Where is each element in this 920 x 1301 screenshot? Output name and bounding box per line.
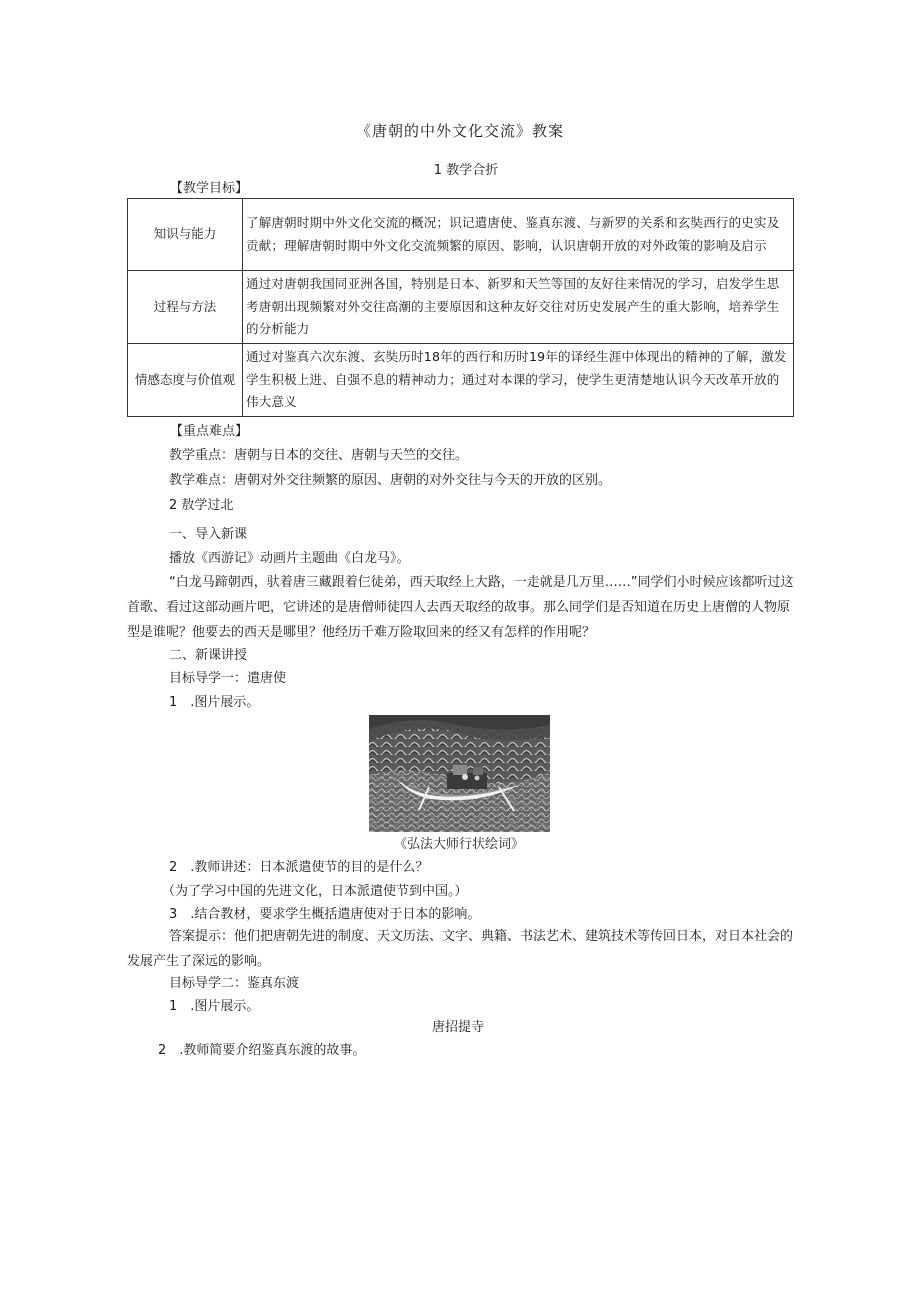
goal-1-item-1: 1 .图片展示。 xyxy=(169,695,260,710)
play-song: 播放《西游记》动画片主题曲《白龙马》。 xyxy=(169,551,410,566)
objectives-heading: 【教学目标】 xyxy=(170,181,249,196)
objective-label: 过程与方法 xyxy=(128,271,243,344)
table-row xyxy=(128,271,794,344)
part-2-heading: 二、新课讲授 xyxy=(169,648,248,663)
objective-text: 通过对唐朝我国同亚洲各国，特别是日本、新罗和天竺等国的友好往来情况的学习，启发学生思考唐朝出现频繁对外交往高潮的主要原因和这种友好交往对历史发展产生的重大影响，培养学生的分析能力 xyxy=(243,271,794,344)
objective-text: 通过对鉴真六次东渡、玄奘历时18年的西行和历时19年的译经生涯中体现出的精神的了解，激发学生积极上进、自强不息的精神动力；通过对本课的学习，使学生更清楚地认识今天改革开放的伟大意义 xyxy=(243,344,794,417)
goal-1-answer: （为了学习中国的先进文化，日本派遣使节到中国。） xyxy=(162,884,468,899)
key-difficult-heading: 【重点难点】 xyxy=(170,424,249,439)
painting-caption: 《弘法大师行状绘词》 xyxy=(394,837,525,852)
goal-1-heading: 目标导学一：遣唐使 xyxy=(169,671,287,686)
objective-text: 了解唐朝时期中外文化交流的概况；识记遣唐使、鉴真东渡、与新罗的关系和玄奘西行的史实及贡献；理解唐朝时期中外文化交流频繁的原因、影响，认识唐朝开放的对外政策的影响及启示 xyxy=(243,199,794,271)
part-1-heading: 一、导入新课 xyxy=(169,527,248,542)
section-heading-1: 1 教学合折 xyxy=(433,163,499,178)
objectives-table xyxy=(127,198,794,417)
table-row xyxy=(128,344,794,417)
document-title: 《唐朝的中外文化交流》教案 xyxy=(355,122,564,140)
objective-label: 情感态度与价值观 xyxy=(128,344,243,417)
section-heading-2: 2 敖学过北 xyxy=(169,498,234,513)
objective-label: 知识与能力 xyxy=(128,199,243,271)
boat-on-waves-illustration xyxy=(369,715,550,832)
goal-1-hint: 答案提示：他们把唐朝先进的制度、天文历法、文字、典籍、书法艺术、建筑技术等传回日本，对日本社会的发展产生了深远的影响。 xyxy=(127,929,794,969)
goal-2-item-2: 2 .教师简要介绍鉴真东渡的故事。 xyxy=(158,1043,366,1058)
table-row xyxy=(128,199,794,271)
difficult-point: 教学难点：唐朝对外交往频繁的原因、唐朝的对外交往与今天的开放的区别。 xyxy=(169,473,612,488)
key-point: 教学重点：唐朝与日本的交往、唐朝与天竺的交往。 xyxy=(169,448,469,463)
goal-2-heading: 目标导学二：鉴真东渡 xyxy=(169,976,300,991)
goal-1-item-3: 3 .结合教材，要求学生概括遣唐使对于日本的影响。 xyxy=(169,907,481,922)
goal-2-item-1: 1 .图片展示。 xyxy=(169,999,260,1014)
goal-1-item-2: 2 .教师讲述：日本派遣使节的目的是什么？ xyxy=(169,860,429,875)
intro-paragraph: “白龙马蹄朝西，驮着唐三藏跟着仨徒弟，西天取经上大路，一走就是几万里……”同学们小时候应该都听过这首歌、看过这部动画片吧，它讲述的是唐僧师徒四人去西天取经的故事。那么同学们是否知道在历史上唐僧的人物原型是谁呢？他要去的西天是哪里？他经历千难万险取回来的经又有怎样的作用呢？ xyxy=(127,575,794,640)
temple-caption: 唐招提寺 xyxy=(432,1020,485,1035)
painting-image xyxy=(369,715,550,832)
